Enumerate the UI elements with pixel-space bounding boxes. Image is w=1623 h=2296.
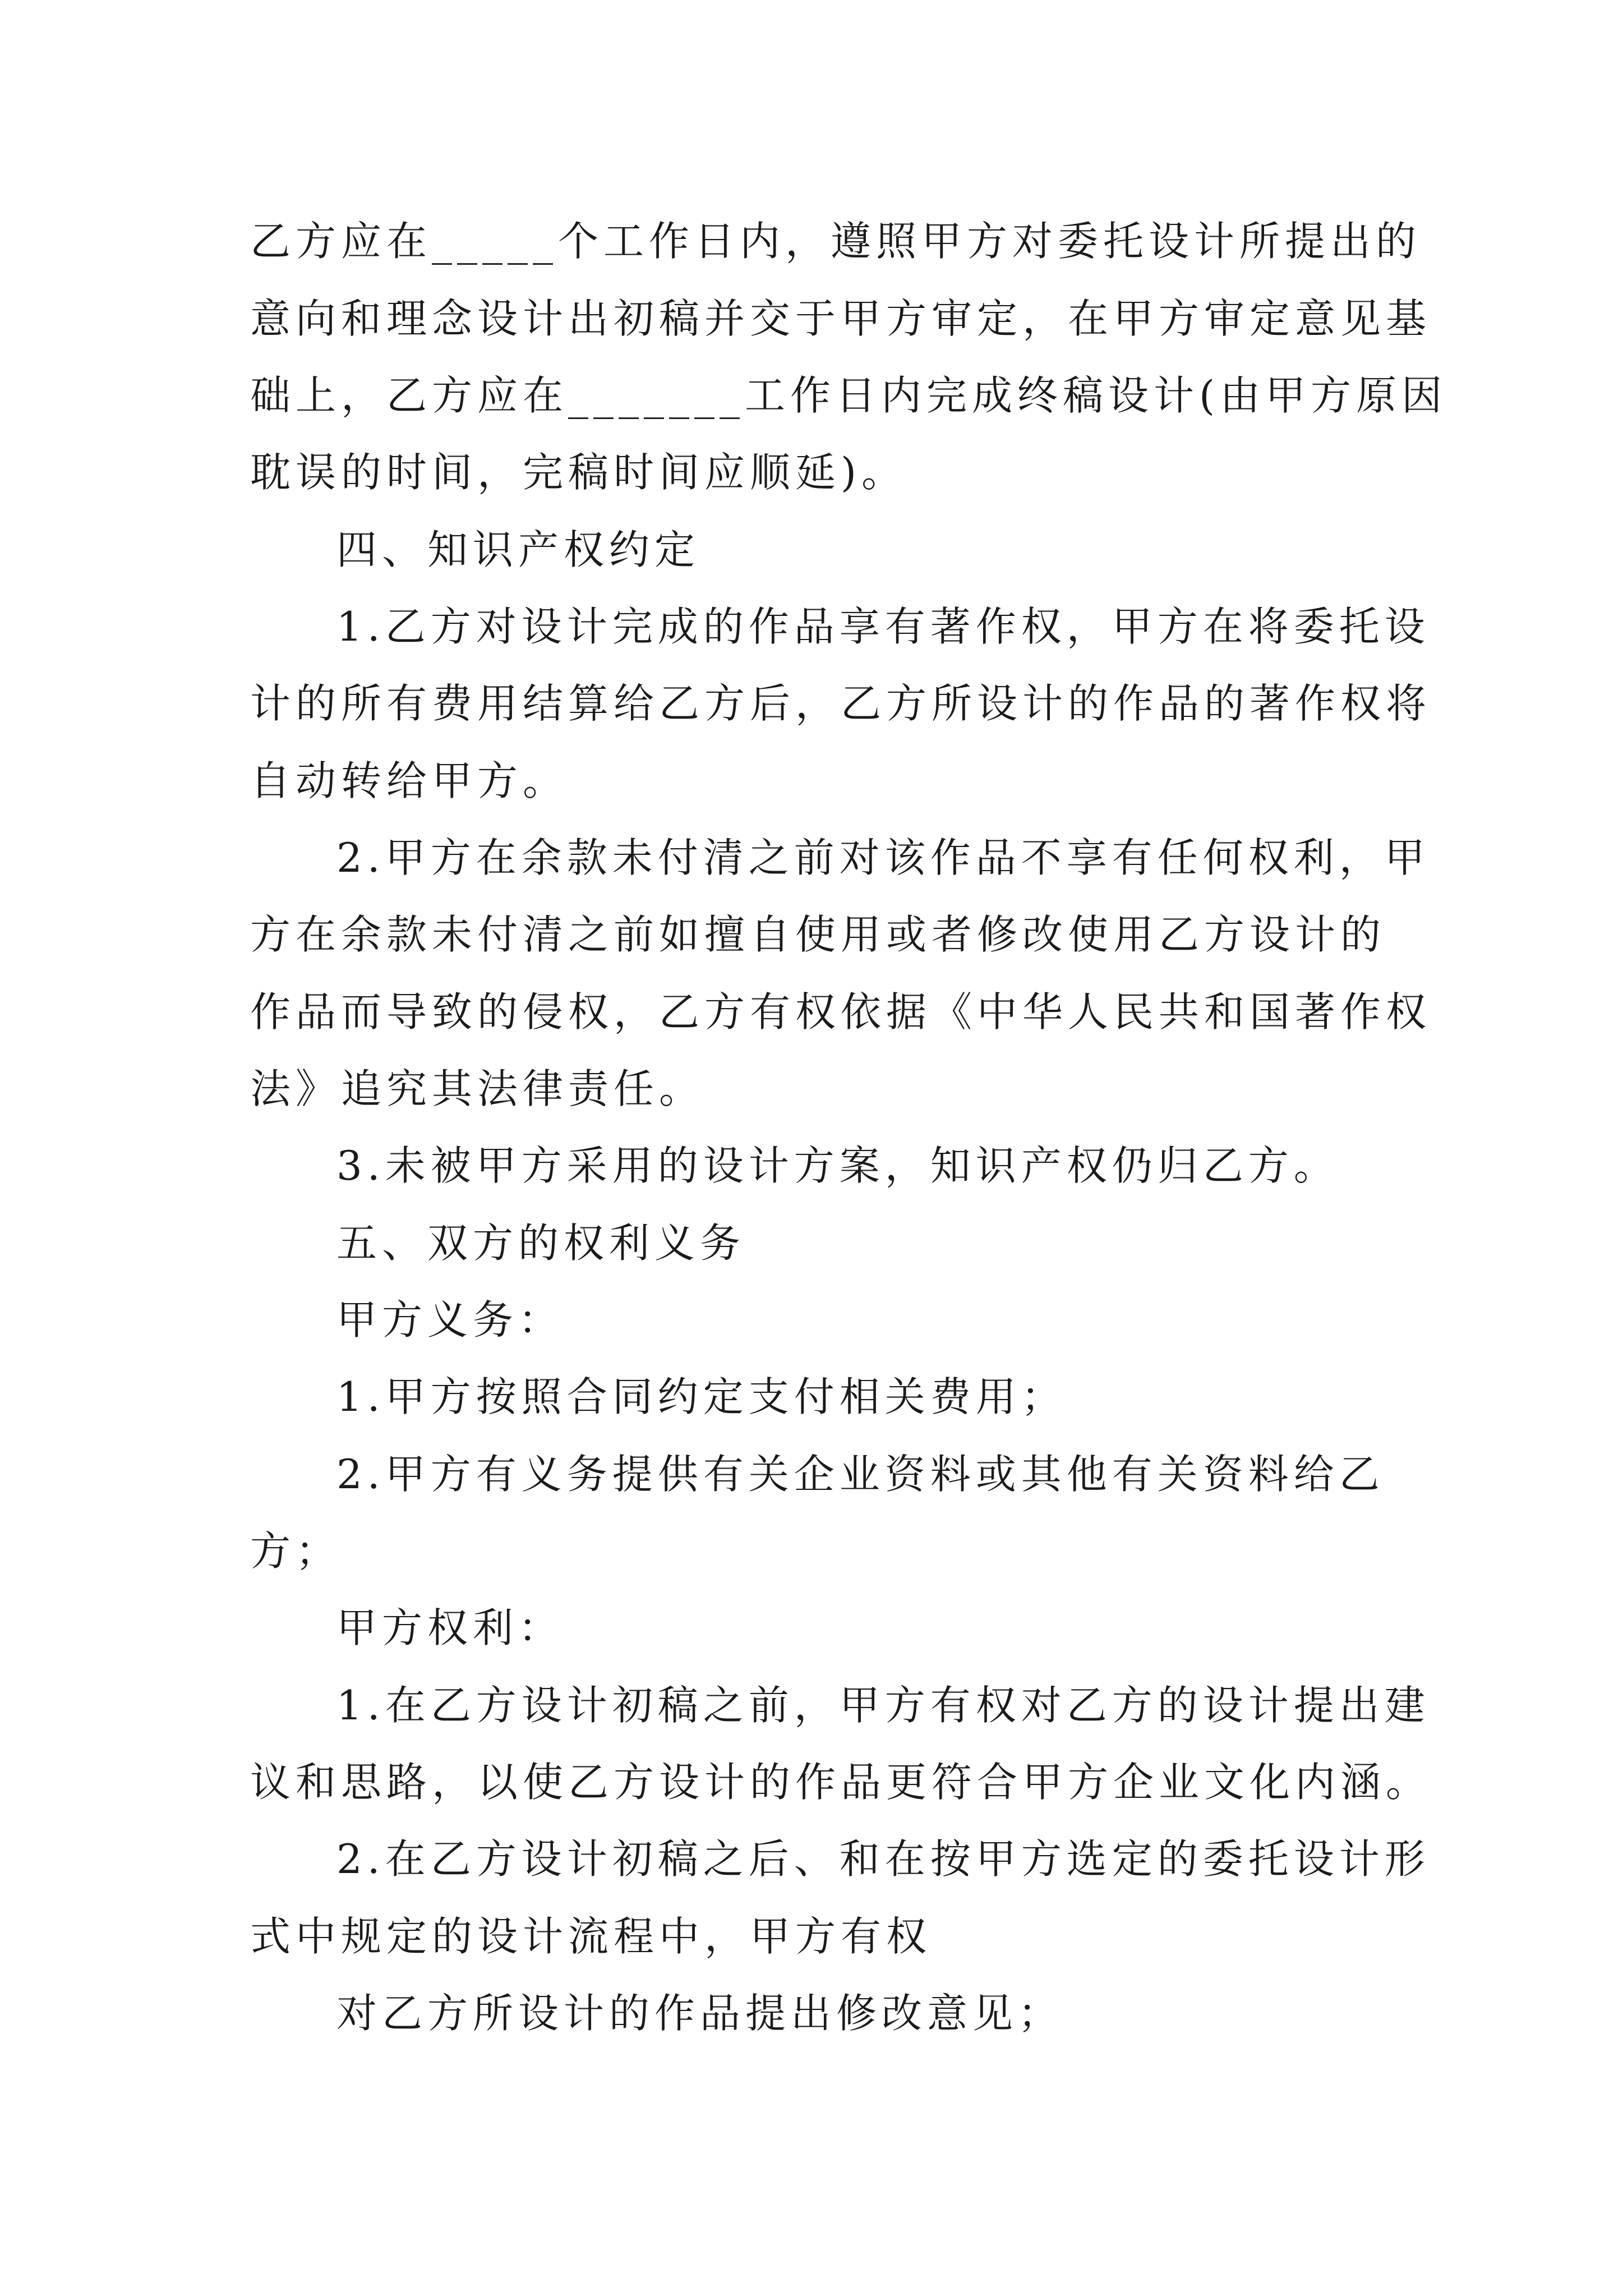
text-line: 1.乙方对设计完成的作品享有著作权，甲方在将委托设: [336, 603, 1430, 650]
text-line: 法》追究其法律责任。: [250, 1065, 705, 1112]
text-line: 对乙方所设计的作品提出修改意见；: [336, 1990, 1064, 2037]
text-line: 2.甲方有义务提供有关企业资料或其他有关资料给乙: [336, 1451, 1385, 1498]
text-line: 1.甲方按照合同约定支付相关费用；: [336, 1373, 1067, 1420]
text-line: 式中规定的设计流程中，甲方有权: [250, 1913, 932, 1960]
text-line: 计的所有费用结算给乙方后，乙方所设计的作品的著作权将: [250, 680, 1432, 727]
subheading: 甲方权利：: [336, 1604, 564, 1651]
text-line: 耽误的时间，完稿时间应顺延)。: [250, 449, 907, 496]
text-line: 1.在乙方设计初稿之前，甲方有权对乙方的设计提出建: [336, 1682, 1430, 1729]
text-line: 意向和理念设计出初稿并交于甲方审定，在甲方审定意见基: [250, 295, 1432, 342]
text-line: 础上，乙方应在_______工作日内完成终稿设计(由甲方原因: [250, 372, 1447, 419]
text-line: 2.在乙方设计初稿之后、和在按甲方选定的委托设计形: [336, 1835, 1430, 1883]
text-line: 乙方应在_____个工作日内，遵照甲方对委托设计所提出的: [250, 218, 1422, 265]
text-line: 自动转给甲方。: [250, 757, 569, 804]
text-line: 3.未被甲方采用的设计方案，知识产权仍归乙方。: [336, 1142, 1339, 1189]
text-line: 议和思路，以使乙方设计的作品更符合甲方企业文化内涵。: [250, 1759, 1432, 1806]
subheading: 甲方义务：: [336, 1296, 564, 1343]
section-heading: 五、双方的权利义务: [336, 1220, 746, 1267]
text-line: 方；: [250, 1527, 342, 1575]
text-line: 作品而导致的侵权，乙方有权依据《中华人民共和国著作权: [250, 988, 1432, 1036]
text-line: 方在余款未付清之前如擅自使用或者修改使用乙方设计的: [250, 911, 1386, 958]
text-line: 2.甲方在余款未付清之前对该作品不享有任何权利，甲: [336, 834, 1430, 881]
section-heading: 四、知识产权约定: [336, 526, 700, 573]
